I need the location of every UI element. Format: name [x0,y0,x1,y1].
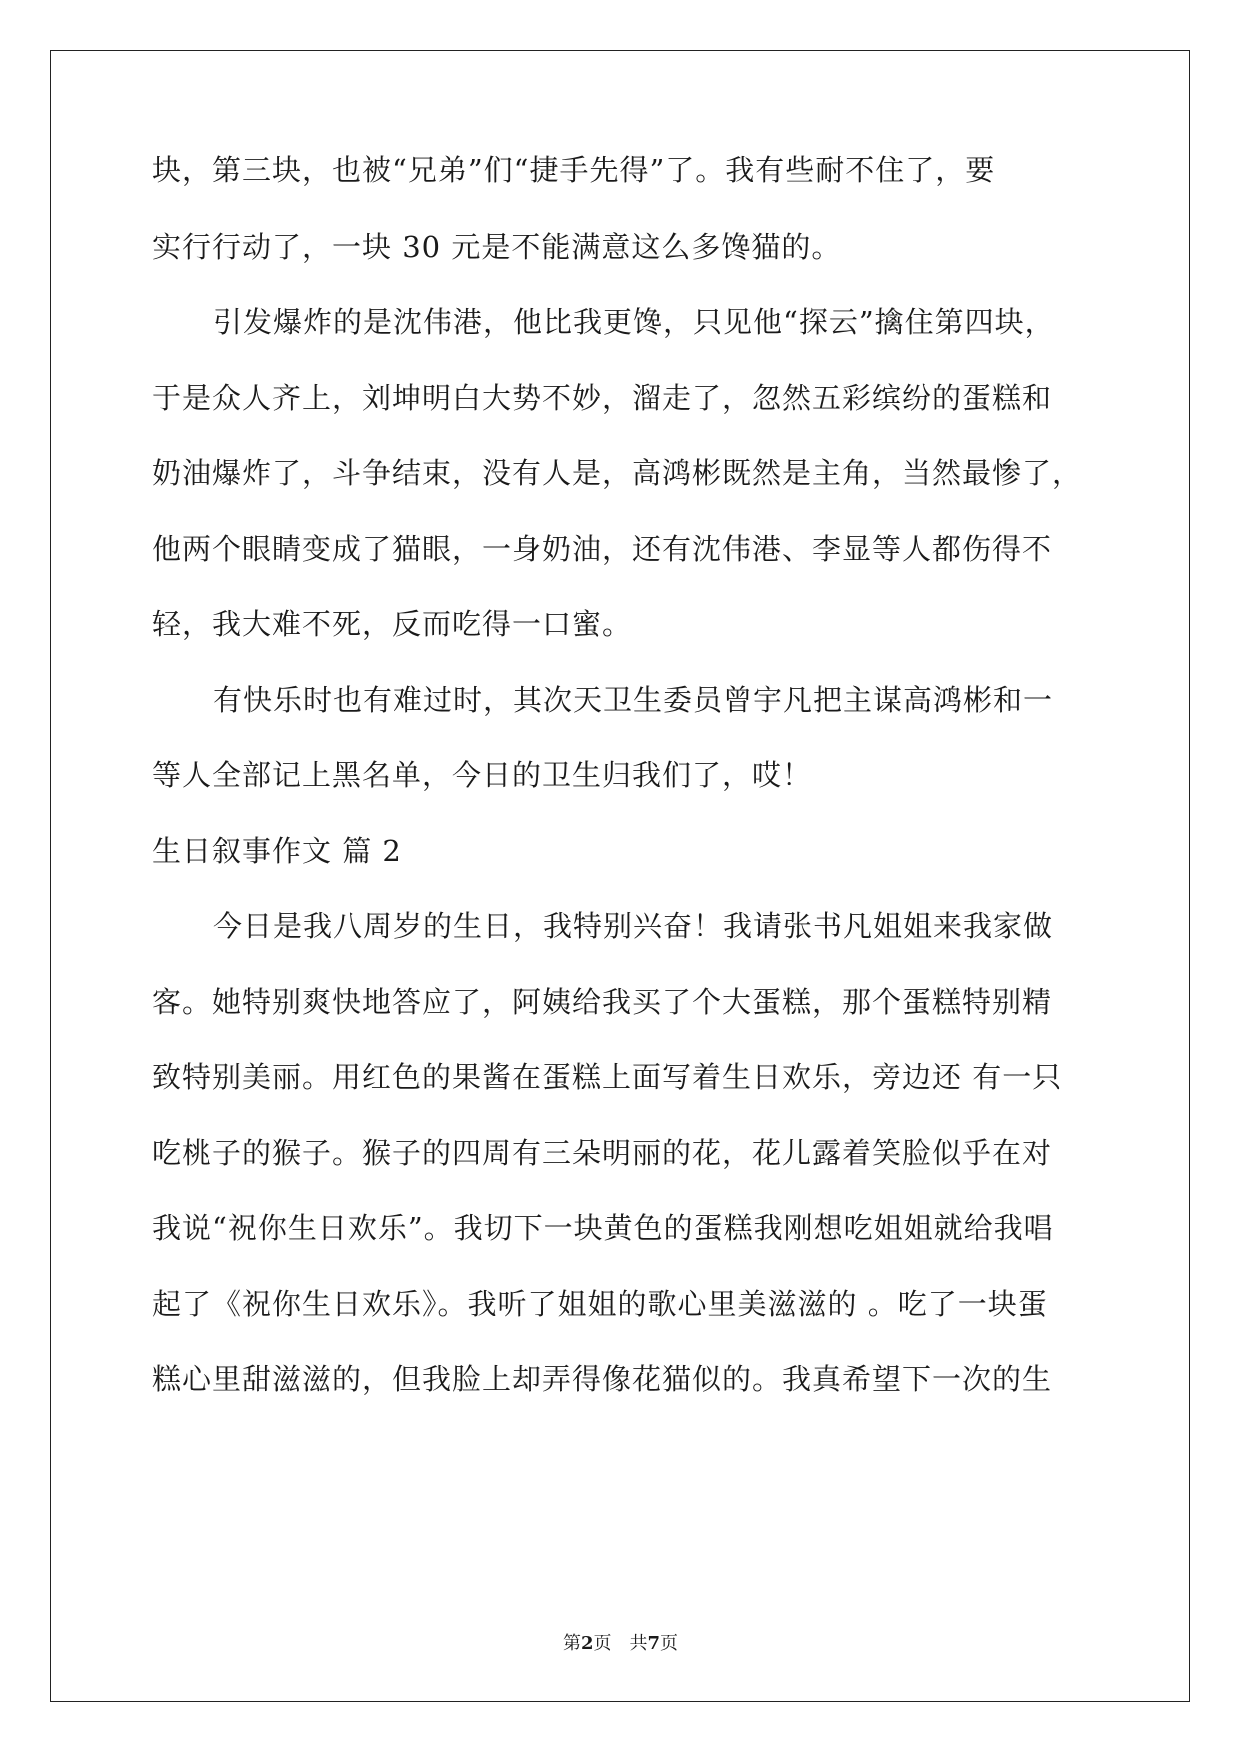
text-line: 奶油爆炸了，斗争结束，没有人是，高鸿彬既然是主角，当然最惨了， [152,456,1083,490]
total-suffix: 页 [660,1633,679,1654]
page-suffix: 页 [593,1633,612,1654]
page-current: 2 [580,1633,594,1654]
text-line: 我说“祝你生日欢乐”。我切下一块黄色的蛋糕我刚想吃姐姐就给我唱 [152,1211,1054,1245]
text-line: 轻，我大难不死，反而吃得一口蜜。 [152,607,633,641]
text-line: 糕心里甜滋滋的，但我脸上却弄得像花猫似的。我真希望下一次的生 [152,1362,1053,1396]
total-prefix: 共 [629,1633,648,1654]
text-line: 致特别美丽。用红色的果酱在蛋糕上面写着生日欢乐，旁边还 有一只 [152,1060,1063,1094]
page-footer [0,1632,1241,1656]
text-line: 他两个眼睛变成了猫眼，一身奶油，还有沈伟港、李显等人都伤得不 [152,532,1053,566]
page-border [50,50,1190,1702]
text-line: 吃桃子的猴子。猴子的四周有三朵明丽的花，花儿露着笑脸似乎在对 [152,1136,1053,1170]
page-prefix: 第 [562,1633,581,1654]
text-line: 起了《祝你生日欢乐》。我听了姐姐的歌心里美滋滋的 。吃了一块蛋 [152,1287,1048,1321]
section-heading: 生日叙事作文 篇 2 [152,834,402,868]
text-line: 有快乐时也有难过时，其次天卫生委员曾宇凡把主谋高鸿彬和一 [213,683,1054,717]
text-line: 于是众人齐上，刘坤明白大势不妙，溜走了，忽然五彩缤纷的蛋糕和 [152,381,1053,415]
text-line: 实行行动了，一块 30 元是不能满意这么多馋猫的。 [152,230,842,264]
text-line: 等人全部记上黑名单，今日的卫生归我们了，哎！ [152,758,813,792]
text-line: 块，第三块，也被“兄弟”们“捷手先得”了。我有些耐不住了，要 [152,153,996,187]
page-total: 7 [647,1633,661,1654]
text-line: 今日是我八周岁的生日，我特别兴奋！我请张书凡姐姐来我家做 [213,909,1054,943]
text-line: 客。她特别爽快地答应了，阿姨给我买了个大蛋糕，那个蛋糕特别精 [152,985,1053,1019]
text-line: 引发爆炸的是沈伟港，他比我更馋，只见他“探云”擒住第四块， [213,305,1055,339]
